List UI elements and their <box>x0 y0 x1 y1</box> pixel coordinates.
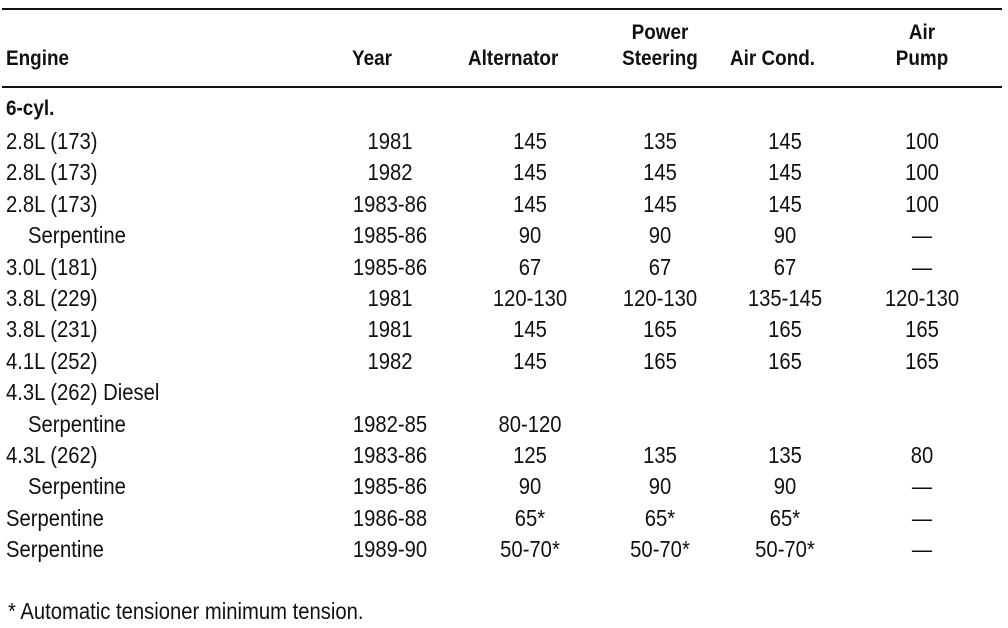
cell-air-cond: 145 <box>768 190 802 217</box>
cell-power-steering: 165 <box>643 347 677 374</box>
cell-engine: Serpentine <box>28 410 126 437</box>
cell-year: 1981 <box>367 316 413 343</box>
table-row <box>0 220 1008 251</box>
cell-engine: 4.3L (262) <box>6 442 98 468</box>
cell-year: 1981 <box>367 128 413 154</box>
table-row <box>0 409 1008 440</box>
cell-alternator: 145 <box>513 190 547 217</box>
table-row <box>0 471 1008 502</box>
cell-engine: 4.1L (252) <box>6 347 98 374</box>
cell-air-cond: 165 <box>768 316 802 343</box>
table-row <box>0 377 1008 408</box>
cell-year: 1986-88 <box>352 504 428 531</box>
top-rule <box>2 8 1002 10</box>
cell-alternator: 65* <box>514 504 546 531</box>
header-power-steering-line2: Steering <box>622 47 698 70</box>
cell-engine: 3.8L (229) <box>6 285 98 311</box>
header-rule <box>2 86 1002 88</box>
cell-air-pump: 100 <box>905 159 939 186</box>
cell-year: 1982 <box>367 159 413 186</box>
cell-power-steering: 67 <box>648 253 672 280</box>
cell-power-steering: 90 <box>648 222 672 249</box>
cell-air-pump: 80 <box>910 442 934 468</box>
cell-alternator: 145 <box>513 128 547 154</box>
table-row <box>0 534 1008 565</box>
cell-alternator: 145 <box>513 347 547 374</box>
header-alternator: Alternator <box>468 47 559 70</box>
cell-year: 1985-86 <box>352 253 428 280</box>
cell-air-pump: 100 <box>905 190 939 217</box>
cell-air-cond: 165 <box>768 347 802 374</box>
cell-air-cond: 67 <box>773 253 797 280</box>
cell-air-cond: 135-145 <box>747 285 823 311</box>
table-row <box>0 189 1008 220</box>
cell-air-cond: 145 <box>768 128 802 154</box>
cell-power-steering: 145 <box>643 190 677 217</box>
cell-engine: Serpentine <box>6 536 104 563</box>
cell-power-steering: 165 <box>643 316 677 343</box>
cell-alternator: 90 <box>518 222 542 249</box>
cell-alternator: 120-130 <box>492 285 568 311</box>
cell-air-pump: 165 <box>905 316 939 343</box>
cell-power-steering: 145 <box>643 159 677 186</box>
cell-engine: 2.8L (173) <box>6 128 98 154</box>
cell-power-steering: 90 <box>648 473 672 500</box>
cell-power-steering: 50-70* <box>630 536 690 563</box>
cell-air-cond: 135 <box>768 442 802 468</box>
table-row <box>0 314 1008 345</box>
cell-alternator: 50-70* <box>500 536 560 563</box>
cell-air-cond: 145 <box>768 159 802 186</box>
section-label: 6-cyl. <box>6 97 55 120</box>
cell-engine: Serpentine <box>6 504 104 531</box>
table-row <box>0 283 1008 314</box>
cell-air-pump: — <box>911 536 933 563</box>
header-power-steering-line1: Power <box>631 21 689 44</box>
table-row <box>0 252 1008 283</box>
cell-engine: 2.8L (173) <box>6 190 98 217</box>
cell-alternator: 80-120 <box>498 410 562 437</box>
cell-year: 1985-86 <box>352 222 428 249</box>
cell-air-cond: 90 <box>773 473 797 500</box>
cell-alternator: 145 <box>513 316 547 343</box>
cell-year: 1985-86 <box>352 473 428 500</box>
cell-engine: Serpentine <box>28 473 126 500</box>
cell-air-cond: 65* <box>769 504 801 531</box>
table-row <box>0 126 1008 157</box>
cell-year: 1982-85 <box>352 410 428 437</box>
cell-engine: 4.3L (262) Diesel <box>6 379 160 406</box>
cell-alternator: 67 <box>518 253 542 280</box>
cell-air-cond: 50-70* <box>755 536 815 563</box>
cell-air-pump: 165 <box>905 347 939 374</box>
cell-engine: 2.8L (173) <box>6 159 98 186</box>
cell-air-pump: 100 <box>905 128 939 154</box>
cell-engine: Serpentine <box>28 222 126 249</box>
cell-air-cond: 90 <box>773 222 797 249</box>
cell-year: 1983-86 <box>352 442 428 468</box>
header-year: Year <box>352 47 392 70</box>
cell-year: 1981 <box>367 285 413 311</box>
cell-power-steering: 135 <box>643 442 677 468</box>
table-row <box>0 440 1008 471</box>
table-row <box>0 503 1008 534</box>
cell-alternator: 90 <box>518 473 542 500</box>
cell-year: 1989-90 <box>352 536 428 563</box>
cell-alternator: 125 <box>513 442 547 468</box>
header-engine: Engine <box>6 47 70 70</box>
footnote: * Automatic tensioner minimum tension. <box>8 598 364 624</box>
cell-engine: 3.8L (231) <box>6 316 98 343</box>
cell-air-pump: — <box>911 222 933 249</box>
header-air-pump-line2: Pump <box>895 47 949 70</box>
cell-power-steering: 135 <box>643 128 677 154</box>
table-row <box>0 157 1008 188</box>
table-row <box>0 346 1008 377</box>
cell-power-steering: 65* <box>644 504 676 531</box>
cell-year: 1982 <box>367 347 413 374</box>
cell-air-pump: — <box>911 253 933 280</box>
header-air-pump-line1: Air <box>908 21 936 44</box>
cell-year: 1983-86 <box>352 190 428 217</box>
cell-air-pump: 120-130 <box>884 285 960 311</box>
header-air-cond: Air Cond. <box>730 47 816 70</box>
cell-alternator: 145 <box>513 159 547 186</box>
cell-engine: 3.0L (181) <box>6 253 98 280</box>
cell-power-steering: 120-130 <box>622 285 698 311</box>
cell-air-pump: — <box>911 504 933 531</box>
cell-air-pump: — <box>911 473 933 500</box>
